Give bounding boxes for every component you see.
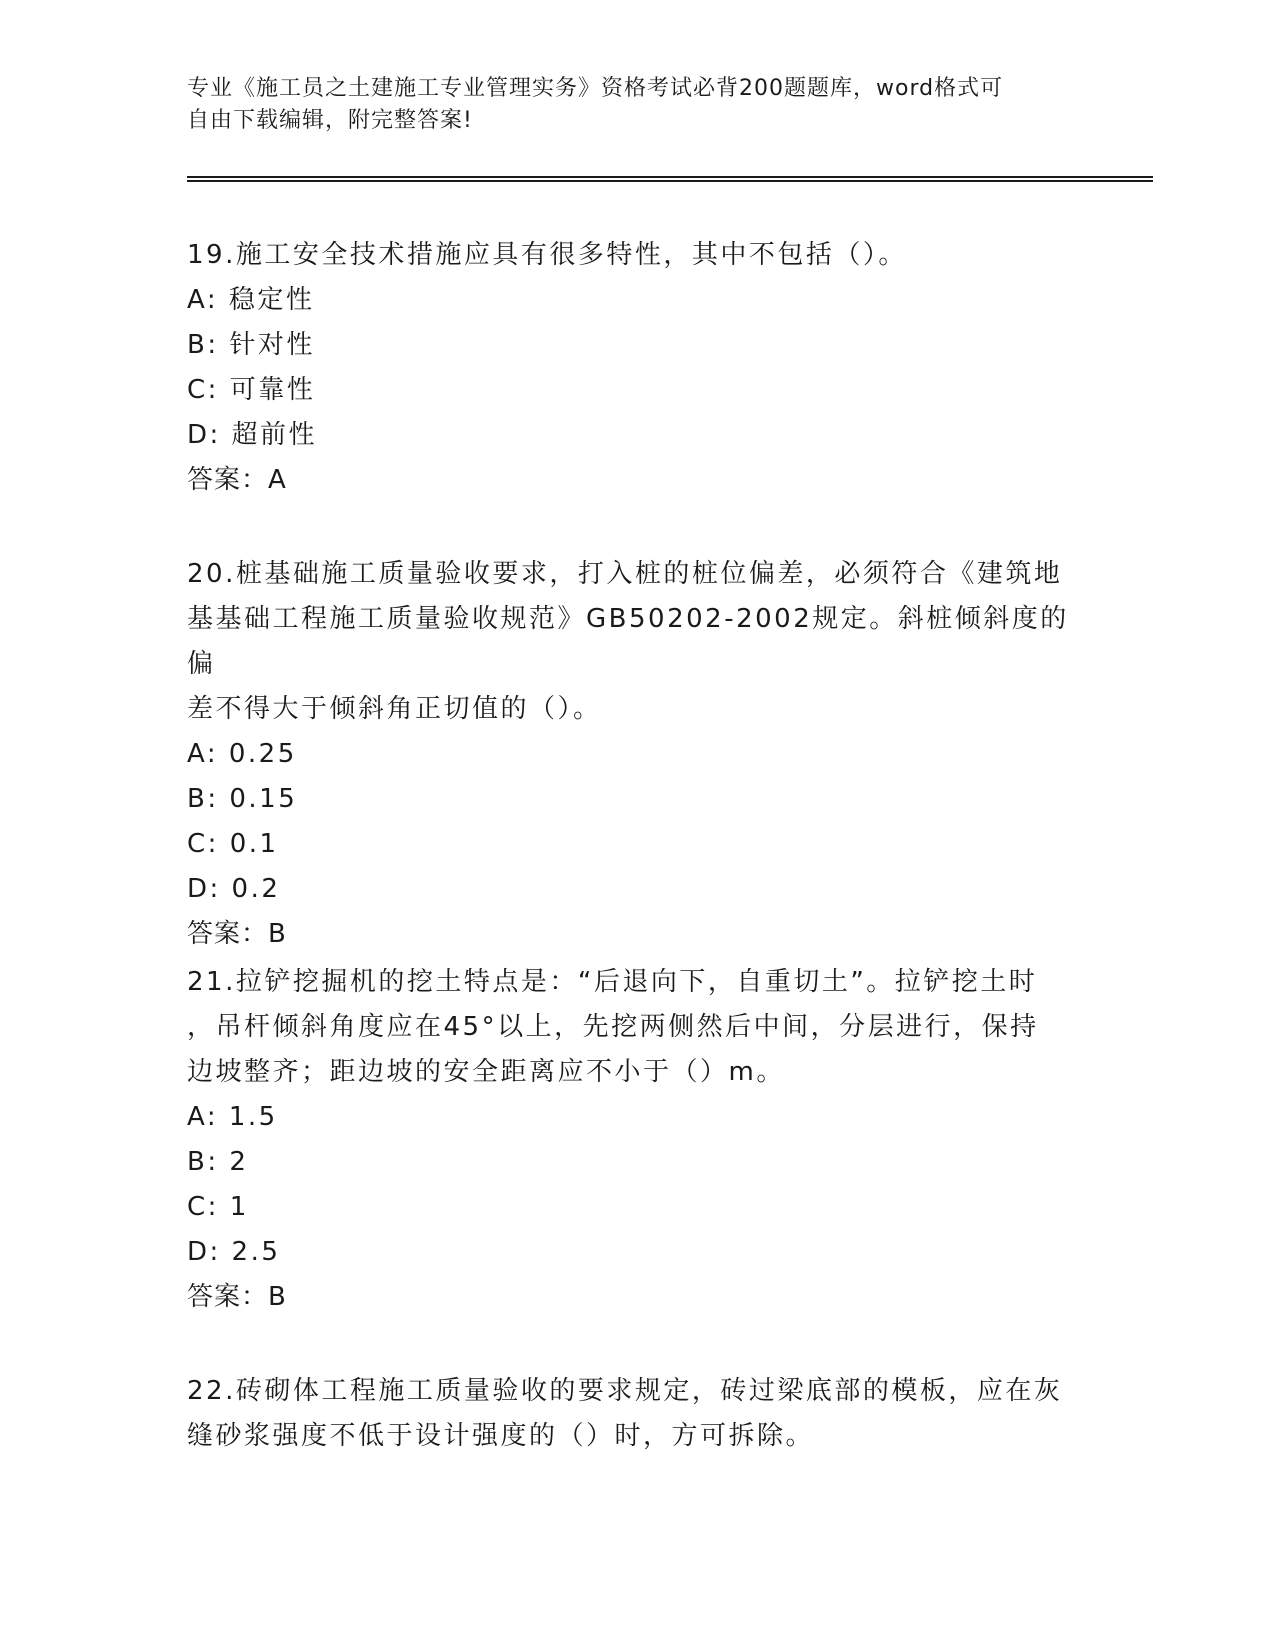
option-key: B: (187, 1147, 219, 1177)
option-text: 2 (229, 1147, 249, 1177)
header-line-1: 专业《施工员之土建施工专业管理实务》资格考试必背200题题库，word格式可 (187, 76, 1004, 101)
question-block-20 (187, 552, 1087, 957)
option-text: 0.1 (229, 829, 279, 859)
question-block-19 (187, 233, 1087, 503)
option-text: 0.25 (228, 739, 297, 769)
option-b (187, 777, 1087, 822)
option-a (187, 278, 1087, 323)
option-a (187, 732, 1087, 777)
answer-line: 答案：B (187, 1282, 287, 1312)
rule-line-top (187, 176, 1153, 178)
option-key: D: (187, 1237, 221, 1267)
header-line-2: 自由下载编辑，附完整答案! (187, 108, 473, 133)
question-text-line: 21.拉铲挖掘机的挖土特点是：“后退向下，自重切土”。拉铲挖土时 (187, 967, 1038, 997)
option-c (187, 1185, 1087, 1230)
option-text: 0.15 (229, 784, 298, 814)
rule-line-bottom (187, 180, 1153, 182)
option-a (187, 1095, 1087, 1140)
question-text-line: 边坡整齐；距边坡的安全距离应不小于（）m。 (187, 1057, 785, 1087)
option-c (187, 822, 1087, 867)
option-key: D: (187, 874, 221, 904)
option-key: B: (187, 330, 219, 360)
option-text: 1.5 (228, 1102, 278, 1132)
question-text: 19.施工安全技术措施应具有很多特性，其中不包括（）。 (187, 240, 907, 270)
option-d (187, 413, 1087, 458)
option-key: C: (187, 1192, 219, 1222)
option-text: 针对性 (229, 330, 315, 360)
option-text: 稳定性 (228, 285, 315, 315)
option-b (187, 1140, 1087, 1185)
option-text: 0.2 (231, 874, 281, 904)
option-text: 可靠性 (229, 375, 316, 405)
option-key: C: (187, 829, 219, 859)
option-key: B: (187, 784, 219, 814)
question-block-22 (187, 1369, 1087, 1459)
option-text: 2.5 (231, 1237, 281, 1267)
question-text-line: 缝砂浆强度不低于设计强度的（）时，方可拆除。 (187, 1421, 815, 1451)
option-b (187, 323, 1087, 368)
question-text-line: 基基础工程施工质量验收规范》GB50202-2002规定。斜桩倾斜度的偏 (187, 604, 1069, 679)
answer-line: 答案：A (187, 465, 287, 495)
question-block-21 (187, 960, 1087, 1320)
document-header (187, 73, 1087, 137)
option-text: 超前性 (231, 420, 318, 450)
option-key: A: (187, 285, 219, 315)
question-text-line: 20.桩基础施工质量验收要求，打入桩的桩位偏差，必须符合《建筑地 (187, 559, 1063, 589)
question-text-line: ，吊杆倾斜角度应在45°以上，先挖两侧然后中间，分层进行，保持 (187, 1012, 1039, 1042)
option-d (187, 1230, 1087, 1275)
option-d (187, 867, 1087, 912)
answer-line: 答案：B (187, 919, 287, 949)
option-key: C: (187, 375, 219, 405)
option-key: A: (187, 1102, 219, 1132)
option-c (187, 368, 1087, 413)
option-key: D: (187, 420, 221, 450)
header-double-rule (187, 176, 1153, 182)
option-text: 1 (229, 1192, 249, 1222)
question-text-line: 差不得大于倾斜角正切值的（）。 (187, 694, 602, 724)
question-text-line: 22.砖砌体工程施工质量验收的要求规定，砖过梁底部的模板，应在灰 (187, 1376, 1063, 1406)
option-key: A: (187, 739, 219, 769)
